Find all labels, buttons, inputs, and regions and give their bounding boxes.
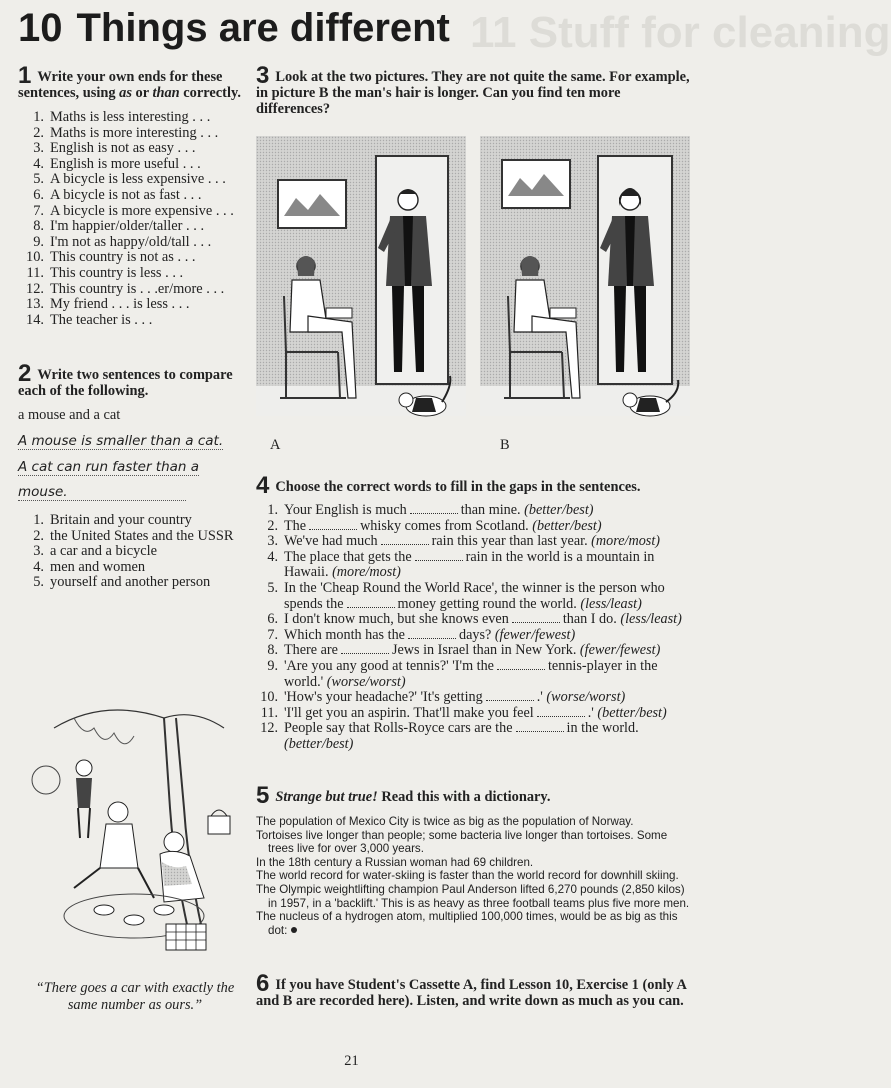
ex1-item — [18, 235, 246, 251]
item-text — [284, 659, 692, 690]
item-pre: In the 'Cheap Round the World Race', the winner is the person who spends the — [284, 579, 665, 612]
item-pre: Your English is much — [284, 502, 407, 518]
item-options: (worse/worst) — [326, 673, 406, 690]
picture-a — [256, 136, 466, 416]
item-options: (fewer/fewest) — [579, 642, 661, 659]
gap-blank — [516, 721, 564, 732]
item-pre: 'How's your headache?' 'It's getting — [284, 689, 483, 706]
item-pre: 'I'll get you an aspirin. That'll make you feel — [284, 704, 534, 721]
ex1-item — [18, 172, 246, 188]
item-post: .' — [536, 689, 543, 706]
page-title — [18, 6, 450, 51]
ex4-number: 4 — [256, 472, 270, 499]
item-pre: The place that gets the — [284, 548, 412, 565]
ex1-item — [18, 250, 246, 266]
item-post: days? — [458, 626, 492, 643]
ex2-answer-2a: A cat can run faster than a — [18, 459, 200, 475]
ex1-item — [18, 126, 246, 142]
item-text — [284, 721, 692, 752]
ex2-number: 2 — [18, 360, 32, 387]
item-options: (less/least) — [580, 595, 642, 612]
item-post: than I do. — [562, 611, 617, 628]
item-post: than mine. — [460, 502, 521, 518]
item-options: (more/most) — [332, 564, 401, 581]
item-options: (better/best) — [524, 502, 594, 518]
exercise-3 — [256, 62, 692, 117]
ex6-instruction: 6 If you have Student's Cassette A, find Lesson 10, Exercise 1 (only A and B are recorded here). Listen, and write down as much as you can. — [256, 970, 687, 1009]
ex4-item — [256, 503, 692, 519]
item-number: 1. — [33, 512, 44, 528]
ex4-item — [256, 612, 692, 628]
item-text — [284, 550, 692, 581]
item-options: (better/best) — [284, 735, 354, 752]
picture-b — [480, 136, 690, 416]
ex1-item — [18, 157, 246, 173]
item-pre: People say that Rolls-Royce cars are the — [284, 720, 513, 737]
ghost-title: 11 Stuff for cleaning — [470, 8, 891, 57]
dot-icon — [291, 927, 297, 933]
pictures-a-b — [256, 136, 692, 436]
ex4-item — [256, 659, 692, 690]
exercise-6 — [256, 970, 696, 1009]
page-number: 21 — [344, 1053, 359, 1069]
item-text: Britain and your country — [50, 512, 192, 528]
item-number: 11. — [260, 704, 278, 721]
item-options: (worse/worst) — [546, 689, 626, 706]
item-number: 8. — [33, 218, 44, 235]
picture-label-a: A — [270, 437, 281, 453]
item-number: 11. — [26, 264, 44, 281]
ex1-item — [18, 297, 246, 313]
ex6-number: 6 — [256, 970, 270, 997]
ex5-facts — [256, 815, 696, 937]
ex2-example-prompt: a mouse and a cat — [18, 407, 121, 423]
ex2-item — [18, 575, 248, 591]
ex4-item — [256, 721, 692, 752]
item-number: 8. — [267, 642, 278, 659]
ex2-item — [18, 560, 248, 576]
item-number: 3. — [267, 533, 278, 550]
cartoon-caption: “There goes a car with exactly the same number as ours.” — [35, 980, 235, 1013]
item-number: 5. — [33, 171, 44, 188]
lesson-number: 10 — [18, 6, 63, 50]
ex1-item — [18, 204, 246, 220]
gap-blank — [381, 534, 429, 545]
item-number: 4. — [33, 558, 44, 575]
item-number: 6. — [267, 611, 278, 628]
item-number: 1. — [267, 502, 278, 518]
item-pre: 'Are you any good at tennis?' 'I'm the — [284, 657, 494, 674]
ex2-item — [18, 513, 248, 529]
item-number: 9. — [33, 233, 44, 250]
ex1-list — [18, 110, 246, 328]
item-post: tennis-player in the world.' — [284, 657, 658, 690]
item-pre: Which month has the — [284, 626, 405, 643]
item-text: This country is not as . . . — [50, 249, 196, 266]
item-post: in the world. — [566, 720, 639, 737]
ex2-list — [18, 513, 248, 591]
item-pre: The — [284, 517, 307, 534]
item-text — [284, 534, 660, 550]
item-number: 7. — [267, 626, 278, 643]
item-text: The teacher is . . . — [50, 311, 153, 328]
item-post: rain this year than last year. — [431, 533, 588, 550]
gap-blank — [512, 612, 560, 623]
item-text — [284, 643, 660, 659]
item-number: 12. — [260, 720, 278, 737]
exercise-1 — [18, 62, 246, 328]
item-text: I'm not as happy/old/tall . . . — [50, 233, 212, 250]
ex4-item — [256, 628, 692, 644]
item-options: (better/best) — [597, 704, 667, 721]
ex1-item — [18, 219, 246, 235]
item-number: 4. — [33, 155, 44, 172]
item-number: 10. — [260, 689, 278, 706]
ex4-item — [256, 643, 692, 659]
item-text — [284, 519, 602, 535]
item-text — [284, 690, 625, 706]
item-number: 7. — [33, 202, 44, 219]
lesson-title: Things are different — [76, 6, 450, 50]
item-options: (more/most) — [591, 533, 660, 550]
item-options: (better/best) — [532, 517, 602, 534]
fact-line: The world record for water-skiing is faster than the world record for downhill skiing. — [256, 869, 679, 883]
fact-line: In the 18th century a Russian woman had 69 children. — [256, 855, 534, 869]
item-post: rain in the world is a mountain in Hawaii. — [284, 548, 655, 581]
ex2-item — [18, 529, 248, 545]
item-text — [284, 503, 594, 519]
item-text: My friend . . . is less . . . — [50, 296, 190, 313]
ex4-item — [256, 581, 692, 612]
ex4-item — [256, 534, 692, 550]
item-post: .' — [587, 704, 594, 721]
ex1-item — [18, 141, 246, 157]
ex2-answer-2b: mouse. — [18, 484, 186, 501]
item-number: 2. — [267, 517, 278, 534]
item-text: Maths is less interesting . . . — [50, 109, 211, 125]
ex1-instruction: 1 Write your own ends for these sentences, using as or than correctly. — [18, 62, 241, 101]
item-text: men and women — [50, 558, 146, 575]
item-text: A bicycle is less expensive . . . — [50, 171, 226, 188]
item-number: 9. — [267, 657, 278, 674]
item-text — [284, 628, 575, 644]
ex2-item — [18, 544, 248, 560]
item-text: This country is less . . . — [50, 264, 184, 281]
item-number: 3. — [33, 543, 44, 560]
ex1-item — [18, 110, 246, 126]
basket-icon — [208, 816, 230, 834]
item-number: 12. — [26, 280, 44, 297]
item-number: 2. — [33, 527, 44, 544]
exercise-5 — [256, 782, 696, 937]
item-number: 5. — [33, 574, 44, 591]
item-text: I'm happier/older/taller . . . — [50, 218, 205, 235]
ex1-item — [18, 266, 246, 282]
painting-icon — [502, 160, 570, 208]
item-options: (less/least) — [620, 611, 682, 628]
ex4-list — [256, 503, 692, 753]
picnic-cartoon — [14, 688, 250, 973]
gap-blank — [408, 628, 456, 639]
ex1-item — [18, 313, 246, 329]
item-number: 13. — [26, 296, 44, 313]
item-number: 4. — [267, 548, 278, 565]
item-text: This country is . . .er/more . . . — [50, 280, 225, 297]
ex2-answer-1: A mouse is smaller than a cat. — [18, 433, 224, 449]
ex4-instruction: 4 Choose the correct words to fill in the gaps in the sentences. — [256, 472, 641, 499]
ex4-item — [256, 550, 692, 581]
item-number: 2. — [33, 124, 44, 141]
item-post: money getting round the world. — [397, 595, 577, 612]
item-pre: We've had much — [284, 533, 378, 550]
fact-line: The population of Mexico City is twice as big as the population of Norway. — [256, 815, 634, 828]
item-number: 1. — [33, 109, 44, 125]
item-text: English is more useful . . . — [50, 155, 201, 172]
ex2-instruction: 2 Write two sentences to compare each of the following. — [18, 360, 233, 399]
gap-blank — [537, 706, 585, 717]
fact-line: Tortoises live longer than people; some bacteria live longer than tortoises. Some trees live for over 3,000 years. — [256, 828, 668, 856]
painting-icon — [278, 180, 346, 228]
ex4-item — [256, 706, 692, 722]
gap-blank — [497, 659, 545, 670]
fact-line: The nucleus of a hydrogen atom, multiplied 100,000 times, would be as big as this dot: — [256, 910, 678, 937]
item-number: 10. — [26, 249, 44, 266]
picture-label-b: B — [500, 437, 510, 453]
ex3-instruction: 3 Look at the two pictures. They are not quite the same. For example, in picture B the man's hair is longer. Can you find ten more differences? — [256, 62, 690, 117]
ex5-number: 5 — [256, 782, 270, 809]
item-number: 6. — [33, 186, 44, 203]
item-text: yourself and another person — [50, 574, 211, 591]
gap-blank — [410, 503, 458, 514]
gap-blank — [347, 597, 395, 608]
item-number: 14. — [26, 311, 44, 328]
ex1-number: 1 — [18, 62, 32, 89]
ex1-item — [18, 188, 246, 204]
item-pre: There are — [284, 642, 338, 659]
gap-blank — [486, 690, 534, 701]
item-text — [284, 706, 667, 722]
ex4-item — [256, 519, 692, 535]
gap-blank — [415, 550, 463, 561]
item-post: whisky comes from Scotland. — [360, 517, 529, 534]
ex3-number: 3 — [256, 62, 270, 89]
item-options: (fewer/fewest) — [494, 626, 576, 643]
item-text: Maths is more interesting . . . — [50, 124, 219, 141]
item-text: A bicycle is not as fast . . . — [50, 186, 202, 203]
item-pre: I don't know much, but she knows even — [284, 611, 509, 628]
item-text: a car and a bicycle — [50, 543, 158, 560]
item-number: 5. — [267, 579, 278, 596]
gap-blank — [341, 643, 389, 654]
item-text: the United States and the USSR — [50, 527, 234, 544]
item-post: Jews in Israel than in New York. — [391, 642, 577, 659]
item-text: A bicycle is more expensive . . . — [50, 202, 234, 219]
item-text — [284, 581, 692, 612]
item-text — [284, 612, 682, 628]
item-number: 3. — [33, 140, 44, 157]
gap-blank — [309, 519, 357, 530]
exercise-2 — [18, 360, 248, 591]
ex5-instruction: 5 Strange but true! Read this with a dictionary. — [256, 782, 551, 809]
exercise-4 — [256, 472, 692, 753]
fact-line: The Olympic weightlifting champion Paul Anderson lifted 6,270 pounds (2,850 kilos) in 1957, in a 'backlift.' This is as heavy as three football teams plus five more men. — [256, 882, 690, 910]
ex1-item — [18, 282, 246, 298]
ex4-item — [256, 690, 692, 706]
item-text: English is not as easy . . . — [50, 140, 196, 157]
